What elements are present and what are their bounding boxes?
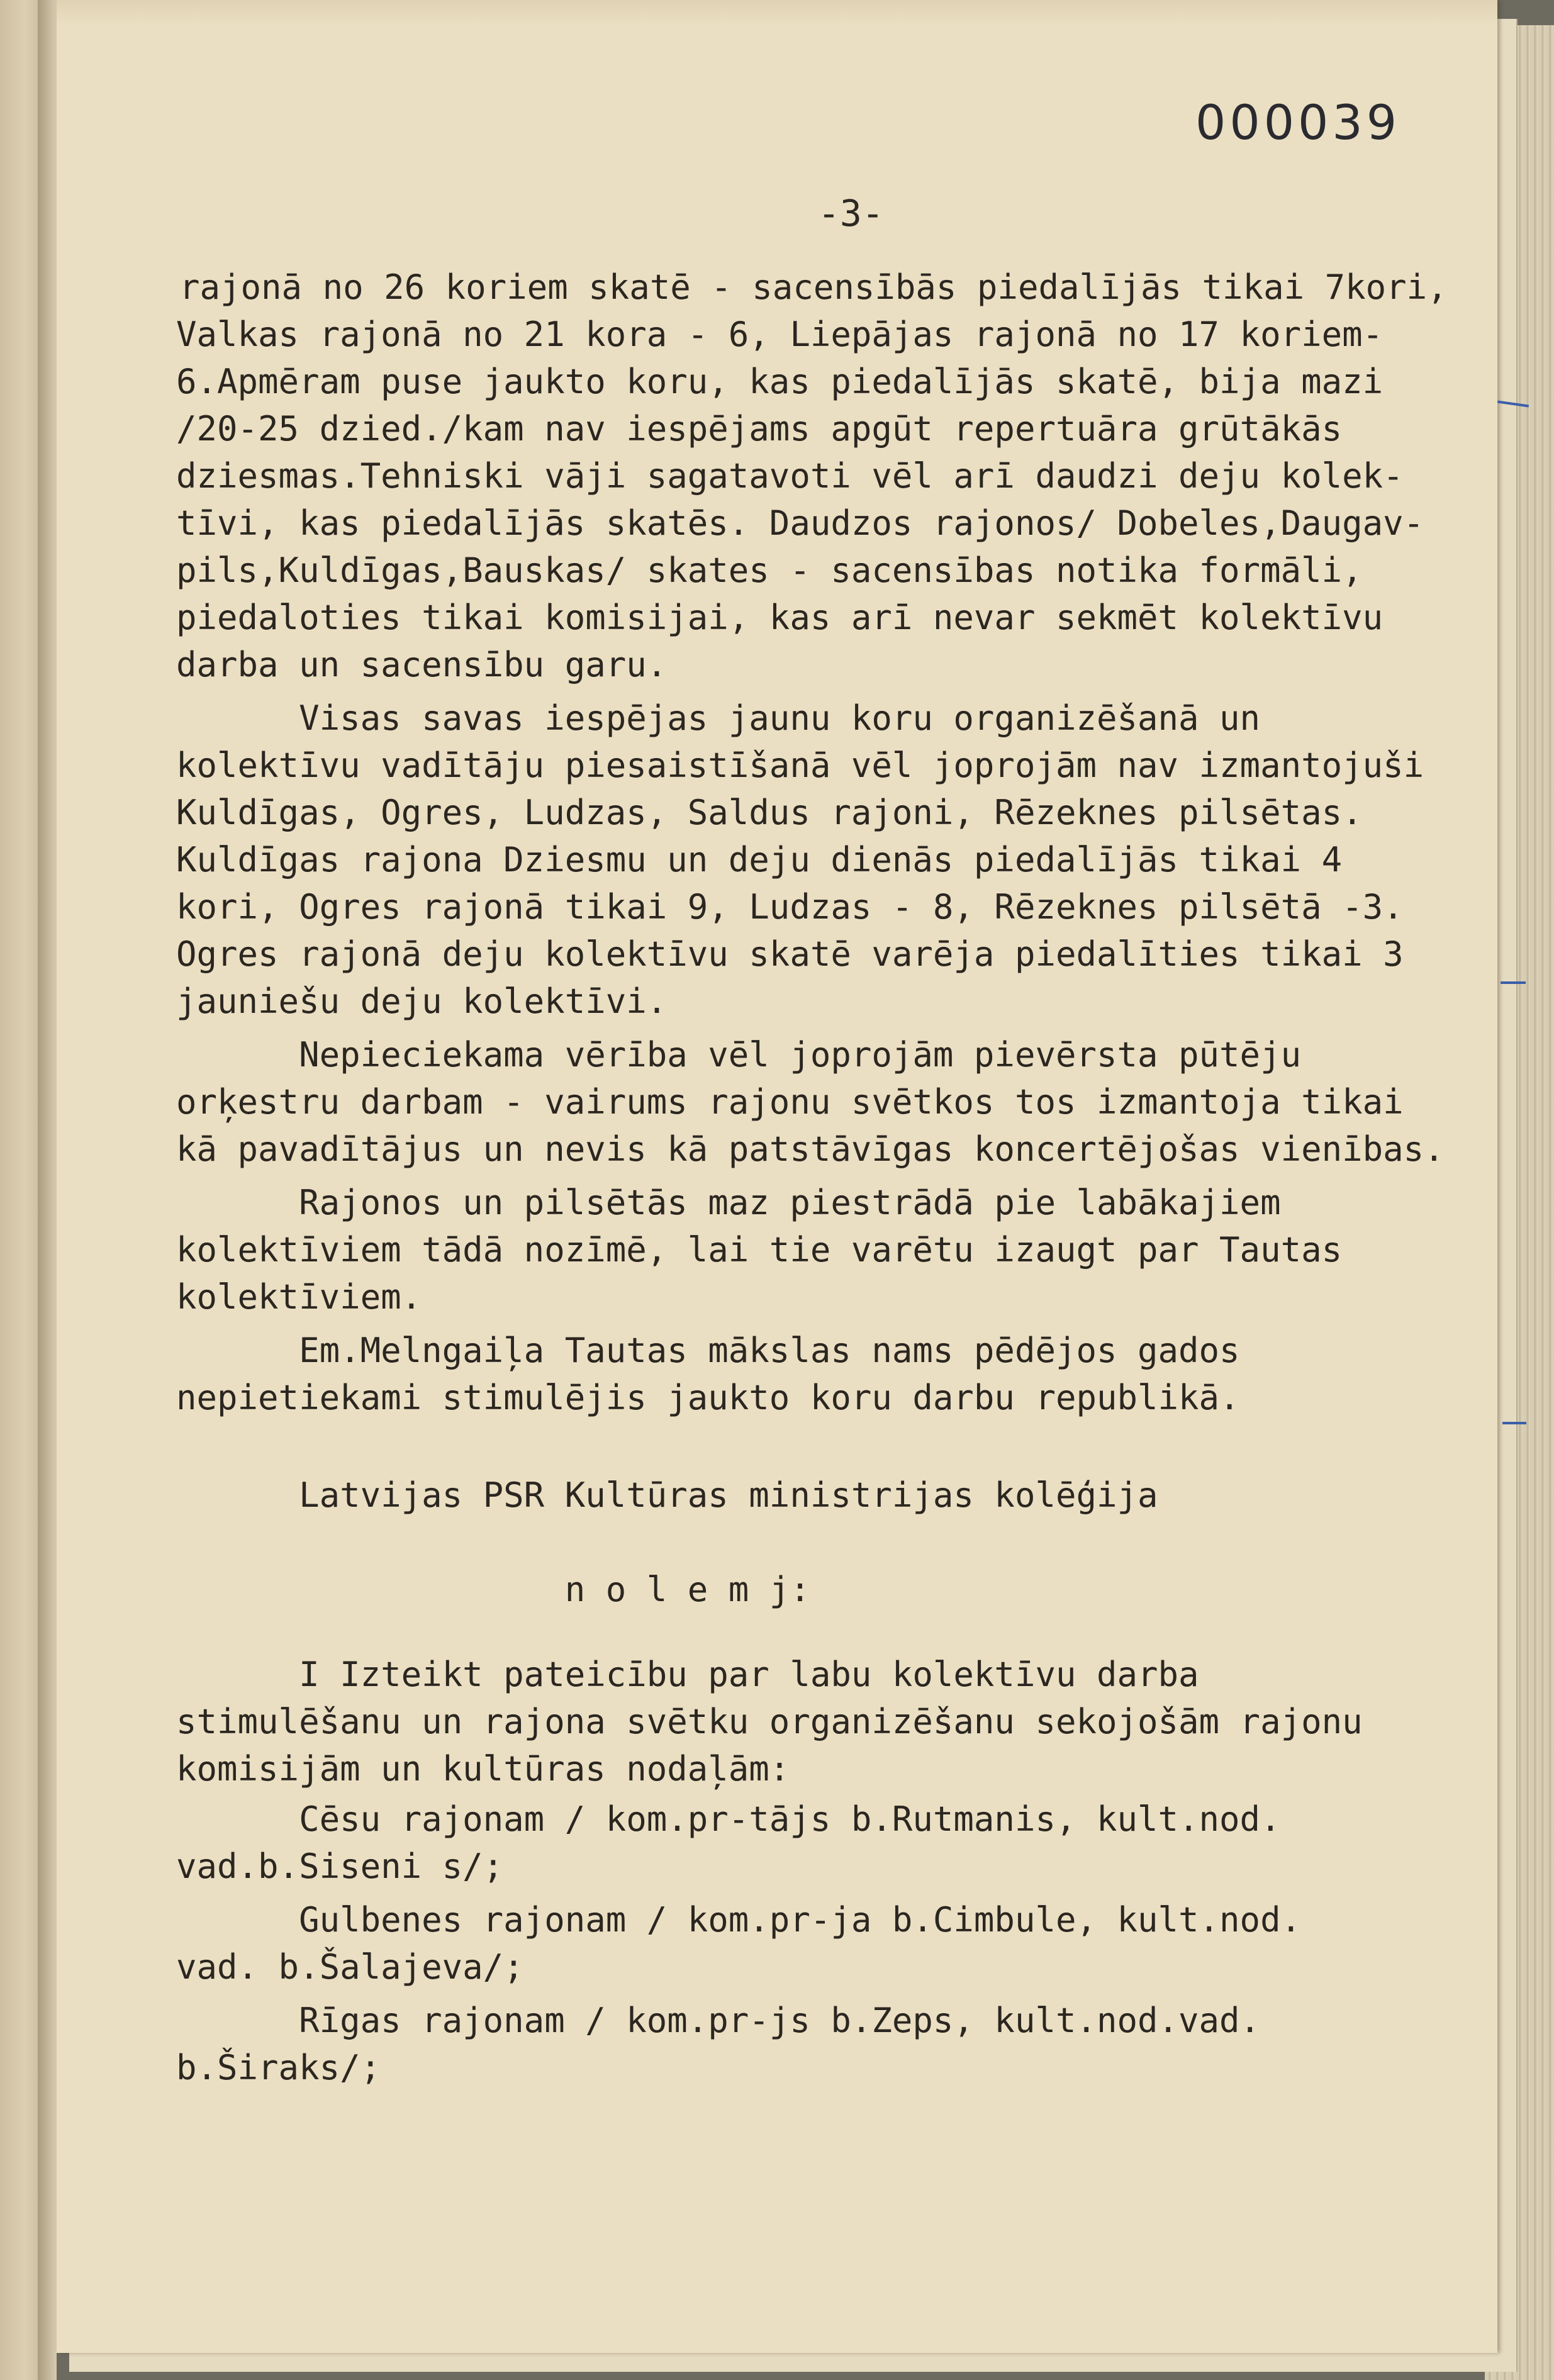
- text-line: orķestru darbam - vairums rajonu svētkos tos izmantoja tikai: [176, 1082, 1404, 1122]
- text-line: Visas savas iespējas jaunu koru organizēšanā un: [176, 698, 1261, 738]
- text-line: /20-25 dzied./kam nav iespējams apgūt repertuāra grūtākās: [176, 409, 1343, 449]
- text-line: Gulbenes rajonam / kom.pr-ja b.Cimbule, kult.nod.: [176, 1900, 1302, 1940]
- text-line: stimulēšanu un rajona svētku organizēšanu sekojošām rajonu: [176, 1702, 1363, 1741]
- text-line: tīvi, kas piedalījās skatēs. Daudzos rajonos/ Dobeles,Daugav-: [176, 503, 1424, 543]
- archive-number: 000039: [1195, 94, 1401, 150]
- text-line: Ogres rajonā deju kolektīvu skatē varēja piedalīties tikai 3: [176, 934, 1404, 974]
- text-line: Rīgas rajonam / kom.pr-js b.Zeps, kult.nod.vad.: [176, 2001, 1261, 2040]
- page-top-edge: [57, 0, 1497, 25]
- text-line: vad.b.Siseni s/;: [176, 1846, 504, 1886]
- text-line: dziesmas.Tehniski vāji sagatavoti vēl arī daudzi deju kolek-: [176, 456, 1404, 496]
- text-line: vad. b.Šalajeva/;: [176, 1947, 524, 1987]
- decision-heading: n o l e m j:: [176, 1570, 810, 1609]
- text-line: piedaloties tikai komisijai, kas arī nevar sekmēt kolektīvu: [176, 598, 1384, 637]
- binder-edge: [38, 0, 57, 2380]
- text-line: I Izteikt pateicību par labu kolektīvu darba: [176, 1655, 1199, 1694]
- text-line: kolektīviem.: [176, 1277, 422, 1317]
- text-line: jauniešu deju kolektīvi.: [176, 981, 668, 1021]
- text-line: Kuldīgas rajona Dziesmu un deju dienās piedalījās tikai 4: [176, 840, 1343, 880]
- text-line: 6.Apmēram puse jaukto koru, kas piedalījās skatē, bija mazi: [176, 362, 1384, 401]
- text-line: rajonā no 26 koriem skatē - sacensībās piedalījās tikai 7kori,: [179, 267, 1448, 307]
- text-line: Kuldīgas, Ogres, Ludzas, Saldus rajoni, Rēzeknes pilsētas.: [176, 793, 1363, 832]
- text-line: Em.Melngaiļa Tautas mākslas nams pēdējos gados: [176, 1331, 1240, 1370]
- blue-pencil-mark: [1501, 981, 1526, 984]
- page-number: -3-: [818, 192, 884, 235]
- text-line: kā pavadītājus un nevis kā patstāvīgas koncertējošas vienības.: [176, 1129, 1445, 1169]
- text-line: kolektīviem tādā nozīmē, lai tie varētu izaugt par Tautas: [176, 1230, 1343, 1270]
- text-line: kori, Ogres rajonā tikai 9, Ludzas - 8, Rēzeknes pilsētā -3.: [176, 887, 1404, 927]
- resolution-heading: Latvijas PSR Kultūras ministrijas kolēģija: [176, 1475, 1158, 1515]
- text-line: Valkas rajonā no 21 kora - 6, Liepājas rajonā no 17 koriem-: [176, 315, 1384, 354]
- text-line: pils,Kuldīgas,Bauskas/ skates - sacensības notika formāli,: [176, 550, 1363, 590]
- text-line: darba un sacensību garu.: [176, 645, 668, 684]
- text-line: Nepieciekama vērība vēl joprojām pievērsta pūtēju: [176, 1035, 1302, 1075]
- document-page: [57, 0, 1497, 2353]
- text-line: Cēsu rajonam / kom.pr-tājs b.Rutmanis, kult.nod.: [176, 1799, 1281, 1839]
- blue-pencil-mark: [1502, 1422, 1526, 1424]
- text-line: komisijām un kultūras nodaļām:: [176, 1749, 790, 1789]
- text-line: kolektīvu vadītāju piesaistīšanā vēl joprojām nav izmantojuši: [176, 746, 1424, 785]
- text-line: nepietiekami stimulējis jaukto koru darbu republikā.: [176, 1378, 1240, 1417]
- text-line: b.Širaks/;: [176, 2048, 381, 2087]
- text-line: Rajonos un pilsētās maz piestrādā pie labākajiem: [176, 1183, 1281, 1222]
